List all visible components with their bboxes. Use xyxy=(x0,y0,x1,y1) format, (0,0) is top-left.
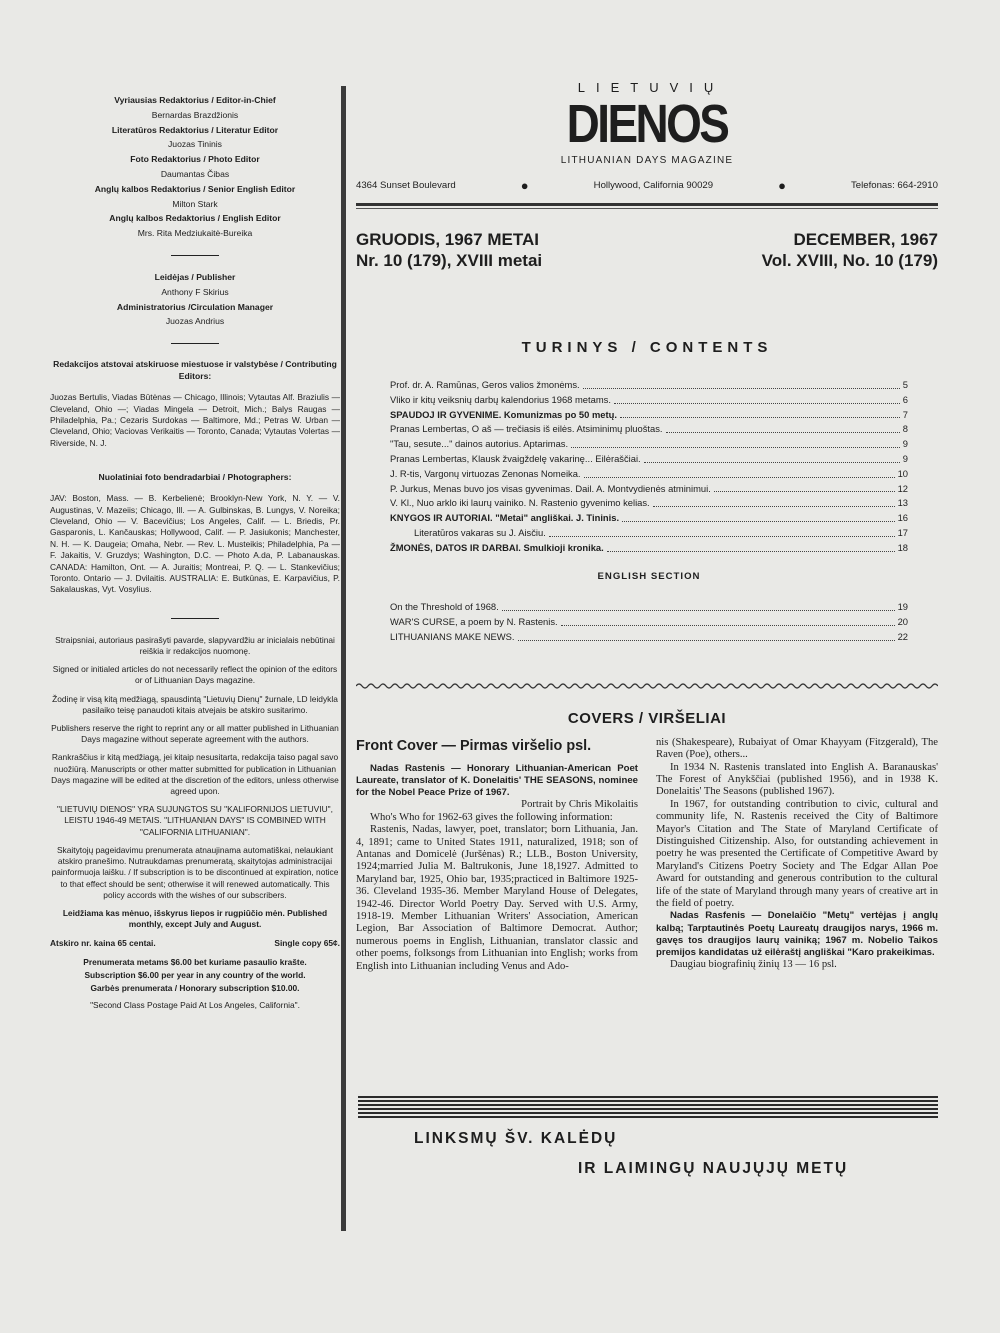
subscription-line: Prenumerata metams $6.00 bet kuriame pasaulio krašte. xyxy=(83,957,307,968)
masthead-subtitle: LITHUANIAN DAYS MAGAZINE xyxy=(560,155,734,166)
vertical-divider xyxy=(341,86,346,1231)
toc-page: 13 xyxy=(897,497,908,509)
manager-role: Administratorius /Circulation Manager xyxy=(116,301,274,312)
publisher-list xyxy=(50,270,340,329)
covers-article xyxy=(356,737,938,973)
toc-title: Pranas Lembertas, O aš — trečiasis iš eilės. Atsiminimų pluoštas. xyxy=(390,423,663,435)
article-paragraph: Who's Who for 1962-63 gives the following information: xyxy=(370,811,613,823)
toc-page: 6 xyxy=(902,393,908,405)
portrait-credit: Portrait by Chris Mikolaitis xyxy=(521,799,638,811)
toc-page: 16 xyxy=(897,512,908,524)
notice: "LIETUVIŲ DIENOS" YRA SUJUNGTOS SU "KALIFORNIJOS LIETUVIU", LEISTU 1946-49 METAIS. "LITHUANIAN DAYS" IS COMBINED WITH "CALIFORNIA LITHUANIAN". xyxy=(57,804,333,837)
divider xyxy=(171,255,219,256)
address-bar xyxy=(356,178,938,193)
toc-title: P. Jurkus, Menas buvo jos visas gyvenimas. Dail. A. Montvydienės atminimui. xyxy=(390,482,711,494)
staff-role: Vyriausias Redaktorius / Editor-in-Chief xyxy=(114,95,276,105)
front-cover-heading: Front Cover — Pirmas viršelio psl. xyxy=(356,737,592,754)
city-address: Hollywood, California 90029 xyxy=(593,180,714,191)
rule xyxy=(356,203,938,206)
toc-leader xyxy=(622,511,894,522)
toc-page: 19 xyxy=(897,601,908,613)
toc-leader xyxy=(653,496,895,507)
article-paragraph: In 1967, for outstanding contribution to civic, cultural and community life, N. Rastenis received the City of Baltimore Mayor's Citation and The State of Maryland Certificate of Distinguished Citizenship. Also, for outstanding achievement in poetry he was presented the Certificate of Competitive Award by Maryland's Citizens Poetry Society and The Edgar Allan Poe Award for outstanding and generous contribution to the cultural life of the state of Maryland through many years of creative art in the field of poetry. xyxy=(656,798,938,910)
toc-title: Vliko ir kitų veiksnių darbų kalendorius 1968 metams. xyxy=(390,393,611,405)
masthead xyxy=(356,80,938,166)
rule xyxy=(356,208,938,209)
phone: Telefonas: 664-2910 xyxy=(851,180,938,191)
toc-title: V. Kl., Nuo arklo iki laurų vainiko. N. Rastenio gyvenimo kelias. xyxy=(390,497,650,509)
notice: Publishers reserve the right to reprint any or all matter published in Lithuanian Days magazine without seperate agreement with the authors. xyxy=(51,723,339,745)
article-column-1 xyxy=(356,737,638,973)
contributing-editors-text: Juozas Bertulis, Viadas Būtėnas — Chicago, Illinois; Vytautas Alf. Braziulis — Cleveland, Ohio —; Viadas Mingela — Detroit, Mich.; Balys Raugas — Philadelphia, Pa.; Cezaris Surdokas — Baltimore, Md.; Petras W. Urban — Cleveland, Ohio; Vaciovas Verikaitis — Toronto, Canada; Vytautas Volertas — Riverside, N. J. xyxy=(50,392,340,448)
toc-page: 8 xyxy=(902,423,908,435)
staff-role: Anglų kalbos Redaktorius / English Editor xyxy=(109,213,281,224)
toc-item xyxy=(390,630,908,645)
publisher-name: Anthony F Skirius xyxy=(161,286,229,297)
toc-page: 7 xyxy=(902,408,908,420)
issue-date-en: DECEMBER, 1967 xyxy=(793,230,938,249)
toc-item xyxy=(390,496,908,511)
toc-title: ŽMONĖS, DATOS IR DARBAI. Smulkioji kronika. xyxy=(390,541,604,553)
toc-title: "Tau, sesute..." dainos autorius. Aptarimas. xyxy=(390,438,569,450)
greeting-line-1: LINKSMŲ ŠV. KALĖDŲ xyxy=(414,1130,618,1147)
manager-name: Juozas Andrius xyxy=(165,316,225,327)
toc-item xyxy=(390,482,908,497)
subscription-line: Garbės prenumerata / Honorary subscription $10.00. xyxy=(90,983,300,994)
toc-page: 20 xyxy=(897,616,908,628)
toc-item xyxy=(390,615,908,630)
toc-item xyxy=(390,422,908,437)
toc-page: 22 xyxy=(897,630,908,642)
bullet-icon: ● xyxy=(520,178,529,193)
single-copy-row xyxy=(50,937,340,950)
toc-page: 12 xyxy=(897,482,908,494)
toc-item xyxy=(390,393,908,408)
toc-title: SPAUDOJ IR GYVENIME. Komunizmas po 50 metų. xyxy=(390,408,617,420)
toc-leader xyxy=(644,452,900,463)
toc-leader xyxy=(583,378,900,389)
toc-item xyxy=(390,541,908,556)
publisher-role: Leidėjas / Publisher xyxy=(154,271,236,282)
staff-name: Milton Stark xyxy=(172,198,218,209)
striped-banner xyxy=(358,1096,938,1120)
toc-page: 10 xyxy=(897,467,908,479)
bullet-icon: ● xyxy=(778,178,786,193)
english-section-heading: ENGLISH SECTION xyxy=(597,570,701,582)
single-copy-lt: Atskiro nr. kaina 65 centai. xyxy=(50,938,156,949)
staff-role: Foto Redaktorius / Photo Editor xyxy=(130,154,260,165)
toc-title: Pranas Lembertas, Klausk žvaigždelę vakarinę... Eilėraščiai. xyxy=(390,452,641,464)
article-paragraph: Daugiau biografinių žinių 13 — 16 psl. xyxy=(670,959,837,971)
toc-leader xyxy=(502,600,895,611)
pricing xyxy=(50,937,340,1012)
toc-leader xyxy=(571,437,900,448)
photographers-heading: Nuolatiniai foto bendradarbiai / Photographers: xyxy=(98,472,292,483)
issue-date-lt: GRUODIS, 1967 METAI xyxy=(356,230,539,249)
staff-name: Juozas Tininis xyxy=(168,139,222,150)
toc-title: KNYGOS IR AUTORIAI. "Metai" angliškai. J. Tininis. xyxy=(390,512,620,524)
issue-number-lt: Nr. 10 (179), XVIII metai xyxy=(356,251,543,270)
postage-note: "Second Class Postage Paid At Los Angeles, California". xyxy=(90,1000,300,1011)
wavy-divider xyxy=(356,681,938,691)
covers-title: COVERS / VIRŠELIAI xyxy=(567,709,727,727)
notice: Skaitytojų pageidavimu prenumerata atnaujinama automatiškai, nelaukiant atskiro pranešimo. Nutraukdamas prenumeratą, skaitytojas administracijai painformuoja laišku. / If subscription is to be discontinued at expiration, notice to that effect should be sent; otherwise it will renewed automatically. This policy accords with the wishes of our subscribers. xyxy=(51,844,339,900)
toc-page: 18 xyxy=(897,541,908,553)
toc-leader xyxy=(714,482,895,493)
toc-title: On the Threshold of 1968. xyxy=(390,601,499,613)
staff-list xyxy=(50,93,340,241)
toc-item xyxy=(390,452,908,467)
toc-item xyxy=(390,511,908,526)
greeting-line-2: IR LAIMINGŲ NAUJŲJŲ METŲ xyxy=(578,1160,849,1177)
article-paragraph: nis (Shakespeare), Rubaiyat of Omar Khayyam (Fitzgerald), The Raven (Poe), others... xyxy=(656,736,938,761)
masthead-title: DIENOS xyxy=(566,94,728,154)
toc-leader xyxy=(607,541,895,552)
toc-item xyxy=(390,467,908,482)
article-lead: Nadas Rastenis — Honorary Lithuanian-American Poet Laureate, translator of K. Donelaitis' THE SEASONS, nominee for the Nobel Peace Prize of 1967. xyxy=(356,762,638,799)
toc-page: 9 xyxy=(902,452,908,464)
street-address: 4364 Sunset Boulevard xyxy=(356,180,456,191)
toc-title: J. R-tis, Vargonų virtuozas Zenonas Nomeika. xyxy=(390,467,581,479)
staff-role: Literatūros Redaktorius / Literatur Editor xyxy=(111,124,279,135)
divider xyxy=(171,618,219,619)
toc-page: 17 xyxy=(897,526,908,538)
divider xyxy=(171,343,219,344)
photographers-text: JAV: Boston, Mass. — B. Kerbelienė; Brooklyn-New York, N. Y. — V. Augustinas, V. Mazeiis; Chicago, Ill. — A. Gulbinskas, B. Lungys, V. Noreika; Cleveland, Ohio — V. Bacevičius; Los Angeles, Calif. — L. Briedis, Pr. Gasparonis, L. Kančauskas; Hollywood, Calif. — P. Jasiukonis; Manchester, N. H. — K. Daugeia; Omaha, Nebr. — Rev. L. Musteikis; Philadelphia, Pa — F. Jakaitis, V. Gruzdys; Washington, D.C. — Photo A.da, P. Labanauskas. CANADA: Hamilton, Ont. — A. Juraitis; Montreai, P. Q. — L. Stankevičius; Toronto. Ontario — J. Dvilaitis. AUSTRALIA: E. Butkūnas, E. Karpavičius, P. Sakalauskas, Vyt. Vosylius. xyxy=(50,493,340,595)
table-of-contents xyxy=(390,378,908,645)
subscription-line: Subscription $6.00 per year in any country of the world. xyxy=(84,970,306,981)
article-paragraph: Rastenis, Nadas, lawyer, poet, translator; born Lithuania, Jan. 4, 1891; came to United States 1911, naturalized, 1918; son of Antanas and Domicelė (Juršėnas) R.; LLB., Boston University, 1924;married Julia M. Baltrukonis, June 18,1927. Admitted to Maryland bar, 1925, Ohio bar, 1935;practiced in Baltimore 1925-36. Cleveland 1935-36. Member Maryland House of Delegates, 1942-46. Director World Poetry Day. Served with U.S. Army, 1918-19. Member Lithuanian Writers' Association, American Legion, Bar Association of Baltimore Democrat. Author; numerous poems in English, Lithuanian, translator classic and other poems, folksongs from Lithuanian into English; works from English into Lithuanian including Venus and Ado- xyxy=(356,824,638,972)
notices xyxy=(50,635,340,930)
toc-title: LITHUANIANS MAKE NEWS. xyxy=(390,630,515,642)
toc-page: 5 xyxy=(902,379,908,390)
staff-name: Daumantas Čibas xyxy=(160,168,230,179)
toc-leader xyxy=(584,467,895,478)
toc-leader xyxy=(666,422,900,433)
issue-info xyxy=(356,229,938,271)
toc-leader xyxy=(620,408,900,419)
article-column-2 xyxy=(656,737,938,973)
article-paragraph-lt: Nadas Rasfenis — Donelaičio "Metų" vertėjas į anglų kalbą; Tarptautinės Poetų Laureatų draugijos narys, 1966 m. gavęs tos draugijos laurų vainiką; 1967 m. Nobelio Taikos premijos kandidatas už eilėraštį angliškai "Karo prakeikimas. xyxy=(656,910,938,959)
notice: Žodinę ir visą kitą medžiagą, spausdintą "Lietuvių Dienų" žurnale, LD leidykla pasilaiko teisę panaudoti kitais atvejais be atskiro susitarimo. xyxy=(52,693,338,715)
article-paragraph: In 1934 N. Rastenis translated into English A. Baranauskas' The Forest of Anykščiai (published 1956), and in 1938 K. Donelaitis' The Seasons (published 1967). xyxy=(656,761,938,798)
toc-title: Literatūros vakaras su J. Aisčiu. xyxy=(414,526,546,538)
toc-item xyxy=(390,600,908,615)
left-column xyxy=(50,93,340,1012)
contents-title: TURINYS / CONTENTS xyxy=(521,339,773,356)
toc-title: Prof. dr. A. Ramūnas, Geros valios žmonėms. xyxy=(390,379,580,390)
notice: Rankraščius ir kitą medžiagą, jei kitaip nesusitarta, redakcija taiso pagal savo nuožiūrą. Manuscripts or other matter submitted for publication in Lithuanian Days magazine will be edited at the discretion of the editors, unless otherwise agreed upon. xyxy=(51,752,339,797)
issue-number-en: Vol. XVIII, No. 10 (179) xyxy=(761,251,938,270)
toc-leader xyxy=(561,615,895,626)
staff-name: Mrs. Rita Medziukaitė-Bureika xyxy=(137,228,253,239)
toc-item xyxy=(390,437,908,452)
masthead-kicker: LIETUVIŲ xyxy=(577,80,725,95)
toc-leader xyxy=(549,526,895,537)
toc-leader xyxy=(518,630,895,641)
single-copy-en: Single copy 65¢. xyxy=(274,938,340,949)
toc-page: 9 xyxy=(902,438,908,450)
notice: Signed or initialed articles do not necessarily reflect the opinion of the editors or of Lithuanian Days magazine. xyxy=(52,664,338,686)
toc-item xyxy=(390,378,908,393)
notice: Straipsniai, autoriaus pasirašyti pavarde, slapyvardžiu ar inicialais nebūtinai reiškia ir redakcijos nuomonę. xyxy=(55,634,335,657)
staff-role: Anglų kalbos Redaktorius / Senior English Editor xyxy=(94,183,296,194)
toc-leader xyxy=(614,393,900,404)
toc-title: WAR'S CURSE, a poem by N. Rastenis. xyxy=(390,616,558,628)
right-column xyxy=(356,80,938,973)
contributing-editors-heading: Redakcijos atstovai atskiruose miestuose ir valstybėse / Contributing Editors: xyxy=(53,359,337,382)
toc-item xyxy=(390,408,908,423)
staff-name: Bernardas Brazdžionis xyxy=(151,109,239,120)
toc-item xyxy=(390,526,908,541)
notice: Leidžiama kas mėnuo, išskyrus liepos ir rugpiūčio mėn. Published monthly, except July and August. xyxy=(62,907,328,930)
